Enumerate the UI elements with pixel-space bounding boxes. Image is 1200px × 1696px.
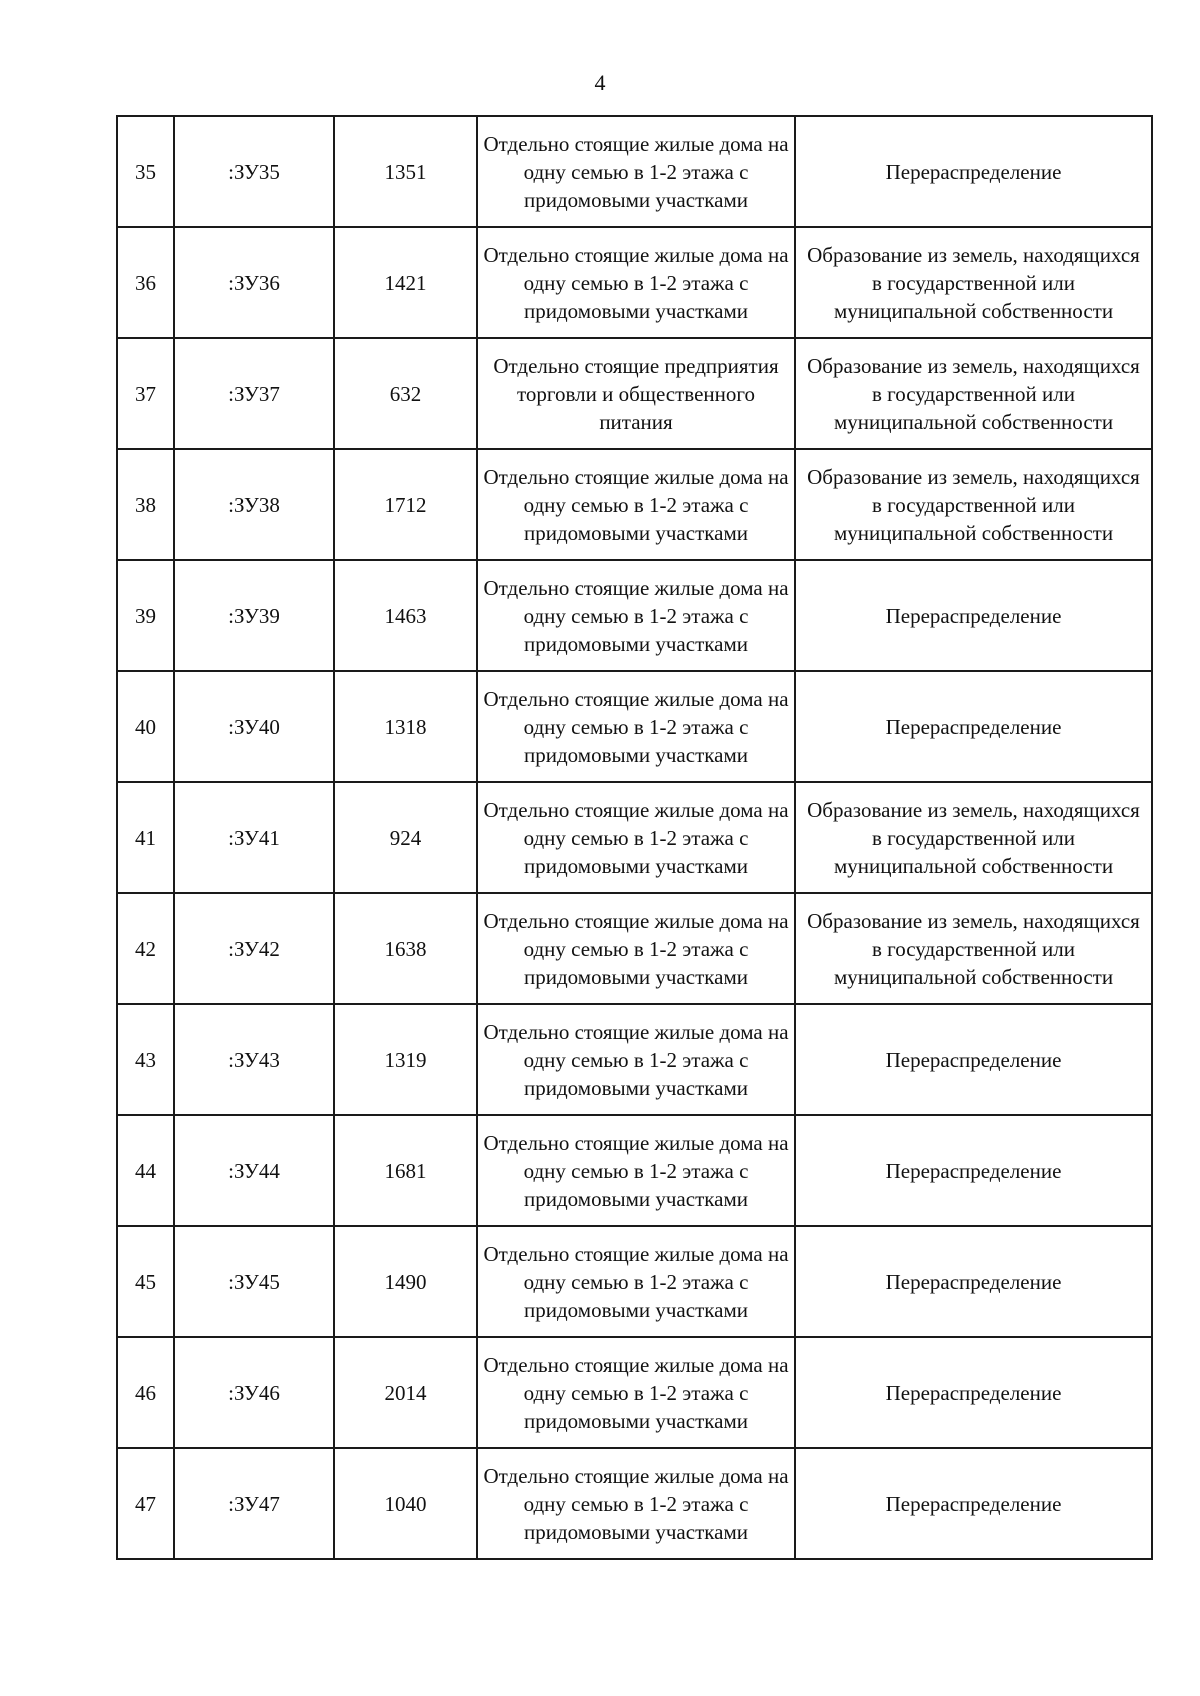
plot-area-cell: 1712 — [334, 449, 477, 560]
plot-code-cell: :ЗУ46 — [174, 1337, 334, 1448]
page-number: 4 — [594, 70, 606, 95]
table-row — [117, 782, 1152, 893]
row-number-cell: 41 — [117, 782, 174, 893]
permitted-use-cell: Отдельно стоящие жилые дома на одну семью в 1-2 этажа с придомовыми участками — [477, 1448, 795, 1559]
row-number-cell: 39 — [117, 560, 174, 671]
plot-area-cell: 1421 — [334, 227, 477, 338]
formation-method-cell: Перераспределение — [795, 1004, 1152, 1115]
formation-method-cell: Образование из земель, находящихся в государственной или муниципальной собственности — [795, 338, 1152, 449]
row-number-cell: 37 — [117, 338, 174, 449]
row-number-cell: 45 — [117, 1226, 174, 1337]
permitted-use-cell: Отдельно стоящие жилые дома на одну семью в 1-2 этажа с придомовыми участками — [477, 227, 795, 338]
permitted-use-cell: Отдельно стоящие жилые дома на одну семью в 1-2 этажа с придомовыми участками — [477, 782, 795, 893]
plot-area-cell: 632 — [334, 338, 477, 449]
table-row — [117, 116, 1152, 227]
plot-code-cell: :ЗУ42 — [174, 893, 334, 1004]
table-row — [117, 1337, 1152, 1448]
land-plots-table — [116, 115, 1153, 1560]
plot-code-cell: :ЗУ37 — [174, 338, 334, 449]
formation-method-cell: Образование из земель, находящихся в государственной или муниципальной собственности — [795, 782, 1152, 893]
row-number-cell: 36 — [117, 227, 174, 338]
plot-code-cell: :ЗУ44 — [174, 1115, 334, 1226]
permitted-use-cell: Отдельно стоящие жилые дома на одну семью в 1-2 этажа с придомовыми участками — [477, 449, 795, 560]
plot-area-cell: 1040 — [334, 1448, 477, 1559]
plot-area-cell: 1681 — [334, 1115, 477, 1226]
table-row — [117, 1115, 1152, 1226]
plot-code-cell: :ЗУ35 — [174, 116, 334, 227]
formation-method-cell: Перераспределение — [795, 1337, 1152, 1448]
plot-area-cell: 1318 — [334, 671, 477, 782]
table-row — [117, 338, 1152, 449]
row-number-cell: 40 — [117, 671, 174, 782]
plot-code-cell: :ЗУ41 — [174, 782, 334, 893]
plot-code-cell: :ЗУ38 — [174, 449, 334, 560]
plot-area-cell: 1351 — [334, 116, 477, 227]
permitted-use-cell: Отдельно стоящие жилые дома на одну семью в 1-2 этажа с придомовыми участками — [477, 893, 795, 1004]
table-row — [117, 227, 1152, 338]
table-row — [117, 1448, 1152, 1559]
formation-method-cell: Перераспределение — [795, 560, 1152, 671]
row-number-cell: 46 — [117, 1337, 174, 1448]
table-row — [117, 1004, 1152, 1115]
permitted-use-cell: Отдельно стоящие жилые дома на одну семью в 1-2 этажа с придомовыми участками — [477, 116, 795, 227]
plot-code-cell: :ЗУ45 — [174, 1226, 334, 1337]
plot-code-cell: :ЗУ40 — [174, 671, 334, 782]
plot-area-cell: 1638 — [334, 893, 477, 1004]
plot-area-cell: 924 — [334, 782, 477, 893]
formation-method-cell: Образование из земель, находящихся в государственной или муниципальной собственности — [795, 893, 1152, 1004]
formation-method-cell: Перераспределение — [795, 1115, 1152, 1226]
table-row — [117, 671, 1152, 782]
formation-method-cell: Перераспределение — [795, 116, 1152, 227]
permitted-use-cell: Отдельно стоящие жилые дома на одну семью в 1-2 этажа с придомовыми участками — [477, 1226, 795, 1337]
plot-area-cell: 2014 — [334, 1337, 477, 1448]
row-number-cell: 47 — [117, 1448, 174, 1559]
formation-method-cell: Перераспределение — [795, 671, 1152, 782]
permitted-use-cell: Отдельно стоящие жилые дома на одну семью в 1-2 этажа с придомовыми участками — [477, 671, 795, 782]
plot-code-cell: :ЗУ47 — [174, 1448, 334, 1559]
row-number-cell: 43 — [117, 1004, 174, 1115]
formation-method-cell: Перераспределение — [795, 1226, 1152, 1337]
permitted-use-cell: Отдельно стоящие жилые дома на одну семью в 1-2 этажа с придомовыми участками — [477, 560, 795, 671]
row-number-cell: 38 — [117, 449, 174, 560]
row-number-cell: 42 — [117, 893, 174, 1004]
plot-code-cell: :ЗУ43 — [174, 1004, 334, 1115]
table-row — [117, 893, 1152, 1004]
formation-method-cell: Образование из земель, находящихся в государственной или муниципальной собственности — [795, 227, 1152, 338]
plot-area-cell: 1490 — [334, 1226, 477, 1337]
plot-area-cell: 1319 — [334, 1004, 477, 1115]
permitted-use-cell: Отдельно стоящие предприятия торговли и общественного питания — [477, 338, 795, 449]
row-number-cell: 35 — [117, 116, 174, 227]
formation-method-cell: Перераспределение — [795, 1448, 1152, 1559]
plot-area-cell: 1463 — [334, 560, 477, 671]
table-body — [117, 116, 1152, 1559]
table-row — [117, 560, 1152, 671]
row-number-cell: 44 — [117, 1115, 174, 1226]
permitted-use-cell: Отдельно стоящие жилые дома на одну семью в 1-2 этажа с придомовыми участками — [477, 1004, 795, 1115]
table-row — [117, 449, 1152, 560]
table-row — [117, 1226, 1152, 1337]
permitted-use-cell: Отдельно стоящие жилые дома на одну семью в 1-2 этажа с придомовыми участками — [477, 1115, 795, 1226]
formation-method-cell: Образование из земель, находящихся в государственной или муниципальной собственности — [795, 449, 1152, 560]
permitted-use-cell: Отдельно стоящие жилые дома на одну семью в 1-2 этажа с придомовыми участками — [477, 1337, 795, 1448]
plot-code-cell: :ЗУ36 — [174, 227, 334, 338]
plot-code-cell: :ЗУ39 — [174, 560, 334, 671]
